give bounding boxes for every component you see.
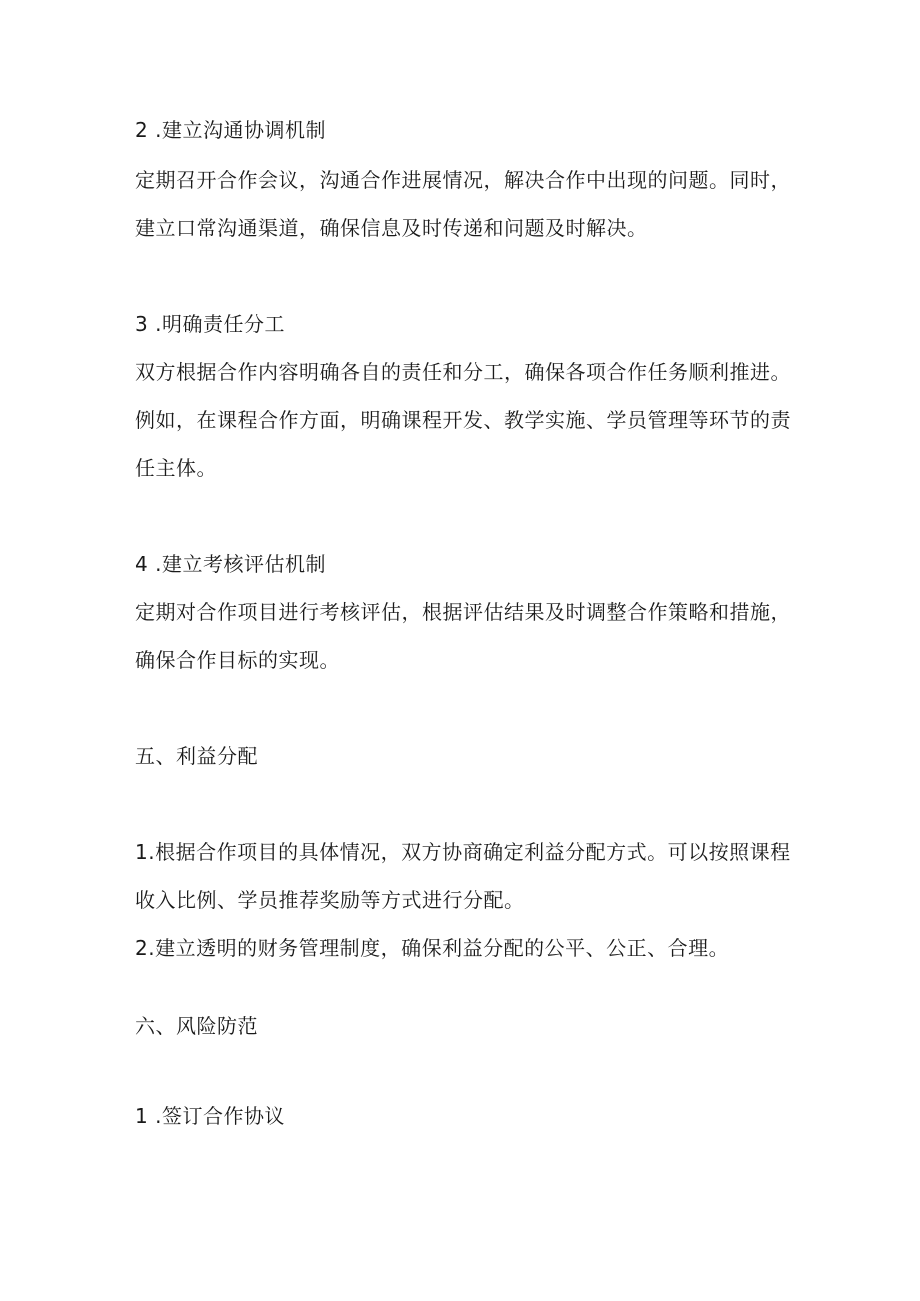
paragraph-line: 确保合作目标的实现。 bbox=[135, 648, 340, 672]
section-heading-sign-agreement: 1 .签订合作协议 bbox=[135, 1104, 285, 1128]
paragraph-line: 2.建立透明的财务管理制度，确保利益分配的公平、公正、合理。 bbox=[135, 936, 730, 960]
paragraph-line: 定期召开合作会议，沟通合作进展情况，解决合作中出现的问题。同时， bbox=[135, 168, 791, 192]
paragraph-line: 任主体。 bbox=[135, 456, 217, 480]
part-title-risk-prevention: 六、风险防范 bbox=[135, 1014, 258, 1038]
paragraph-line: 例如，在课程合作方面，明确课程开发、教学实施、学员管理等环节的责 bbox=[135, 408, 791, 432]
section-heading-communication: 2 .建立沟通协调机制 bbox=[135, 118, 326, 142]
paragraph-line: 1.根据合作项目的具体情况，双方协商确定利益分配方式。可以按照课程 bbox=[135, 840, 791, 864]
paragraph-line: 定期对合作项目进行考核评估，根据评估结果及时调整合作策略和措施， bbox=[135, 600, 791, 624]
part-title-benefit-distribution: 五、利益分配 bbox=[135, 744, 258, 768]
paragraph-line: 收入比例、学员推荐奖励等方式进行分配。 bbox=[135, 888, 525, 912]
section-heading-evaluation: 4 .建立考核评估机制 bbox=[135, 552, 326, 576]
paragraph-line: 双方根据合作内容明确各自的责任和分工，确保各项合作任务顺利推进。 bbox=[135, 360, 791, 384]
paragraph-line: 建立口常沟通渠道，确保信息及时传递和问题及时解决。 bbox=[135, 216, 648, 240]
section-heading-responsibility: 3 .明确责任分工 bbox=[135, 312, 285, 336]
